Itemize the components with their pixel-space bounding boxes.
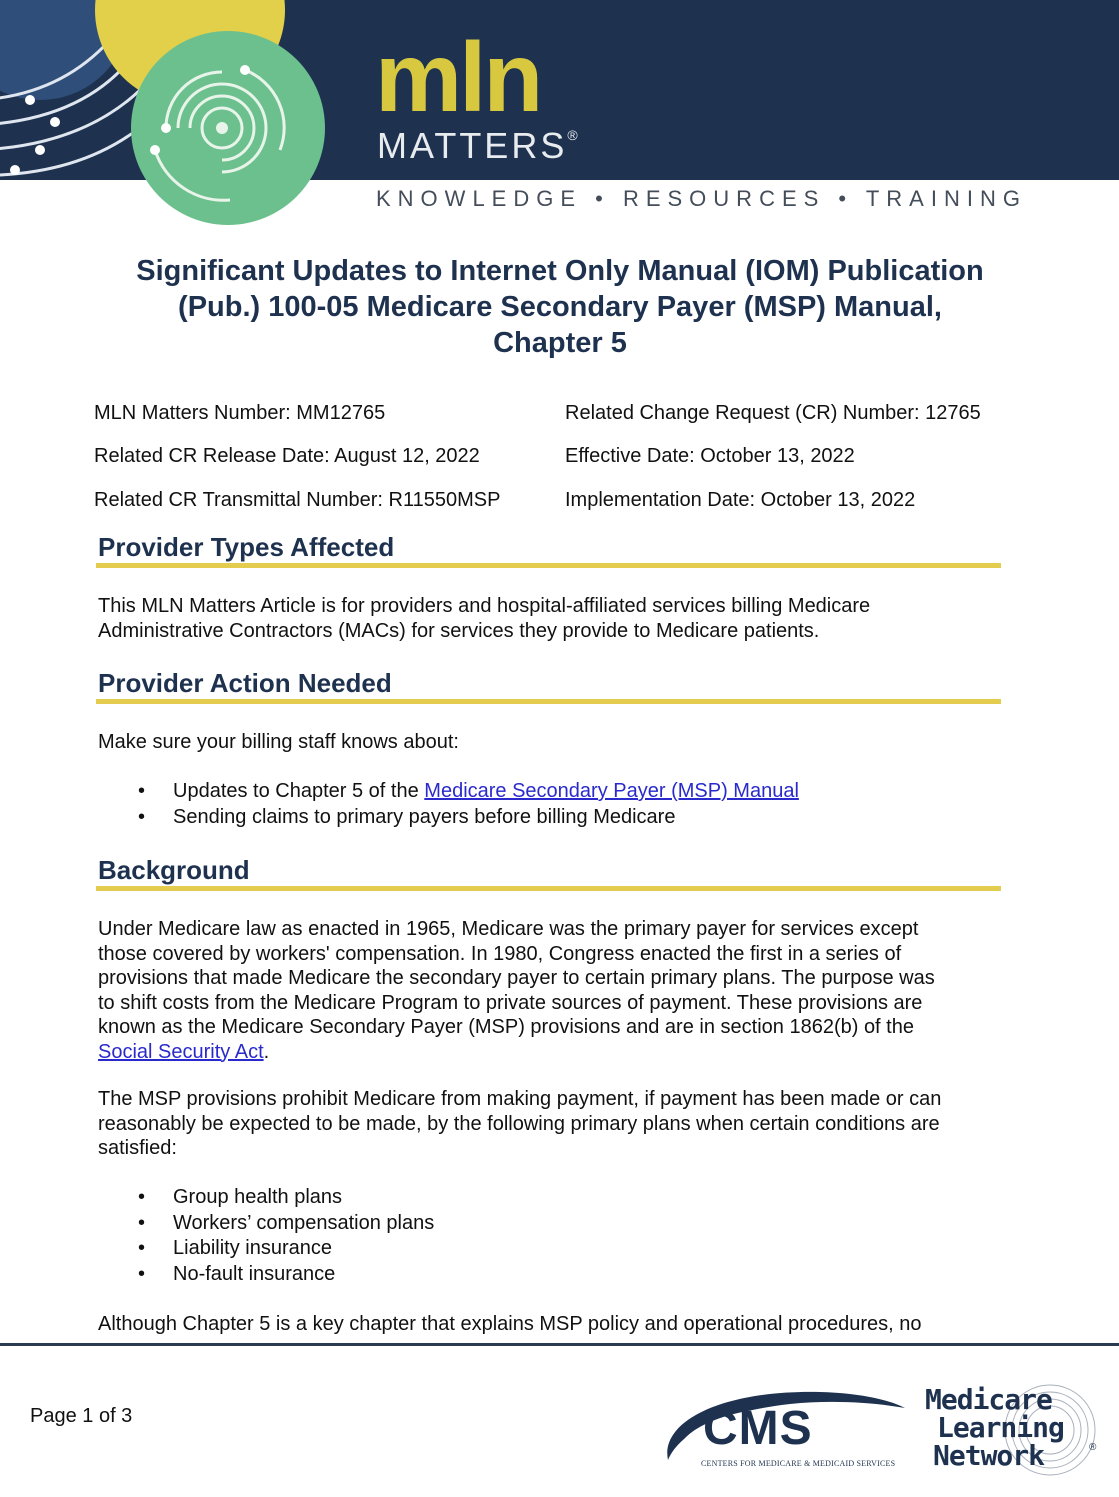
list-item: • Updates to Chapter 5 of the Medicare Secondary Payer (MSP) Manual [138, 780, 799, 802]
text-line: reasonably be expected to be made, by the following primary plans when certain conditions are [98, 1112, 940, 1135]
background-paragraph-1 [98, 917, 1008, 1064]
page-title [60, 253, 1060, 361]
bullet-text: Updates to Chapter 5 of the [173, 780, 425, 802]
social-security-act-link[interactable]: Social Security Act [98, 1040, 264, 1063]
text-line [98, 1040, 1008, 1065]
text-line: to shift costs from the Medicare Program to private sources of payment. These provisions are [98, 991, 923, 1014]
bullet-text: Group health plans [173, 1186, 343, 1208]
header-banner [0, 0, 1119, 235]
section-divider [96, 563, 1001, 568]
provider-types-line-2: Administrative Contractors (MACs) for services they provide to Medicare patients. [98, 619, 820, 642]
mln-matters-number: MLN Matters Number: MM12765 [94, 402, 386, 424]
list-item: • Workers’ compensation plans [138, 1211, 435, 1234]
section-heading-background: Background [98, 855, 250, 885]
circles-graphic [0, 0, 400, 235]
mln-registered-mark: ® [1089, 1442, 1097, 1453]
medicare-learning-network-logo [925, 1380, 1105, 1480]
text-line: satisfied: [98, 1137, 177, 1159]
cms-logo-subtitle: CENTERS FOR MEDICARE & MEDICAID SERVICES [701, 1459, 896, 1468]
title-line-2: (Pub.) 100-05 Medicare Secondary Payer (MSP) Manual, [178, 291, 942, 323]
list-item: • Liability insurance [138, 1237, 332, 1260]
text-line: Under Medicare law as enacted in 1965, Medicare was the primary payer for services except [98, 918, 919, 940]
text-line: provisions that made Medicare the secondary payer to certain primary plans. The purpose was [98, 967, 935, 989]
title-line-1: Significant Updates to Internet Only Manual (IOM) Publication [136, 255, 984, 287]
cr-number: Related Change Request (CR) Number: 12765 [565, 402, 981, 424]
section-heading-provider-types: Provider Types Affected [98, 532, 395, 562]
mln-logo-text: mln [375, 22, 541, 132]
list-item: • Sending claims to primary payers before billing Medicare [138, 805, 676, 828]
cr-release-date: Related CR Release Date: August 12, 2022 [94, 445, 480, 467]
footer-divider [0, 1343, 1119, 1346]
tagline: KNOWLEDGE • RESOURCES • TRAINING [376, 186, 1027, 211]
mln-word-1: Medicare [925, 1383, 1052, 1416]
text-line: those covered by workers' compensation. In 1980, Congress enacted the first in a series of [98, 942, 902, 965]
bullet-text: No-fault insurance [173, 1263, 336, 1286]
provider-types-text [98, 594, 1008, 643]
list-item: • Group health plans [138, 1186, 343, 1208]
cms-logo-text: CMS [703, 1402, 813, 1455]
text-line: known as the Medicare Secondary Payer (MSP) provisions and are in section 1862(b) of the [98, 1016, 914, 1038]
background-paragraph-3: Although Chapter 5 is a key chapter that explains MSP policy and operational procedures, no [98, 1313, 922, 1335]
mln-word-3: Network [933, 1439, 1045, 1472]
text-line: The MSP provisions prohibit Medicare from making payment, if payment has been made or can [98, 1088, 942, 1110]
bullet-text: Liability insurance [173, 1237, 332, 1260]
bullet-text: Workers’ compensation plans [173, 1211, 435, 1234]
section-divider [96, 699, 1001, 704]
section-heading-action-needed: Provider Action Needed [98, 668, 392, 698]
action-intro: Make sure your billing staff knows about: [98, 731, 459, 753]
title-line-3: Chapter 5 [493, 327, 627, 359]
cr-transmittal-number: Related CR Transmittal Number: R11550MSP [94, 489, 501, 511]
background-paragraph-2 [98, 1087, 1008, 1161]
implementation-date: Implementation Date: October 13, 2022 [565, 489, 916, 511]
bullet-text: Sending claims to primary payers before billing Medicare [173, 805, 676, 828]
action-bullet-list [98, 779, 799, 830]
provider-types-line-1: This MLN Matters Article is for providers and hospital-affiliated services billing Medicare [98, 595, 871, 617]
page-number: Page 1 of 3 [30, 1405, 133, 1427]
msp-manual-link[interactable]: Medicare Secondary Payer (MSP) Manual [424, 780, 799, 802]
mln-word-2: Learning [937, 1411, 1064, 1444]
matters-logo-text: MATTERS® [377, 125, 578, 166]
list-item: • No-fault insurance [138, 1263, 336, 1286]
primary-plans-list [98, 1185, 434, 1288]
section-divider [96, 886, 1001, 891]
effective-date: Effective Date: October 13, 2022 [565, 445, 855, 467]
period: . [263, 1040, 270, 1063]
